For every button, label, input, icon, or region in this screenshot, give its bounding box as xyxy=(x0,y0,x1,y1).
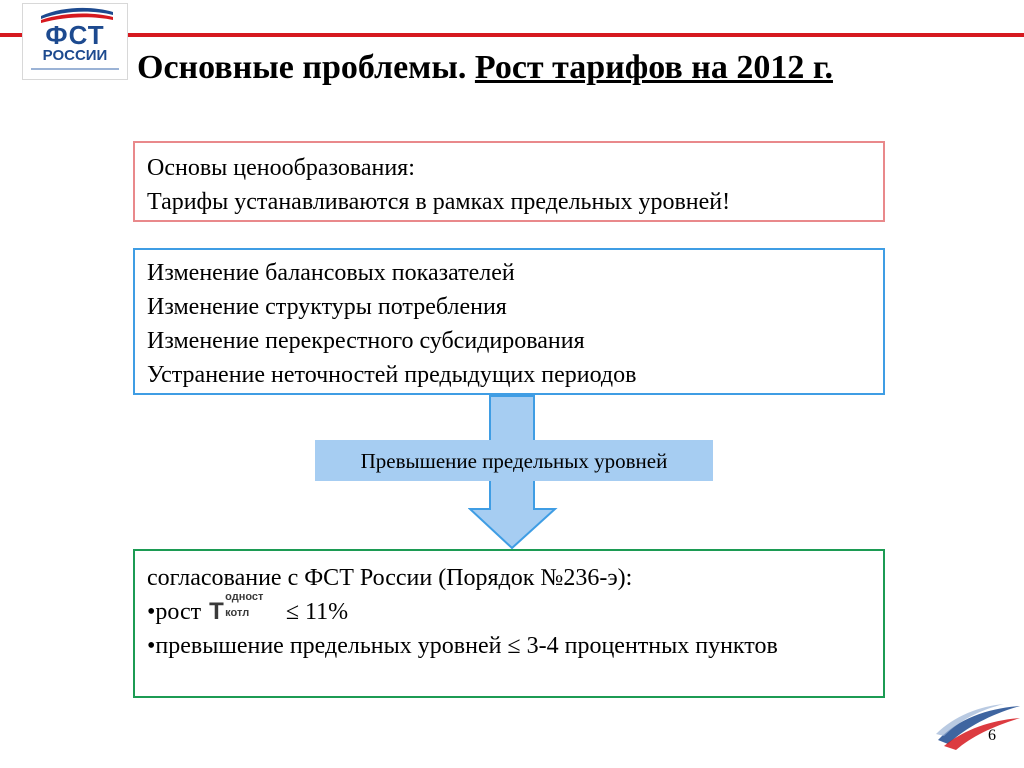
growth-prefix: •рост xyxy=(147,599,202,625)
changes-item: Изменение структуры потребления xyxy=(147,294,507,320)
formula-superscript: одност xyxy=(225,591,264,603)
approval-heading: согласование с ФСТ России (Порядок №236-э): xyxy=(147,565,633,591)
changes-item: Изменение перекрестного субсидирования xyxy=(147,328,585,354)
header-accent-line xyxy=(0,33,1024,37)
pricing-basis-heading: Основы ценообразования: xyxy=(147,155,415,181)
logo-text-russia: РОССИИ xyxy=(42,47,108,64)
title-part-main: Основные проблемы. xyxy=(137,49,467,86)
title-part-underlined: Рост тарифов на 2012 г. xyxy=(474,49,833,86)
approval-bullet-excess: •превышение предельных уровней ≤ 3-4 процентных пунктов xyxy=(147,633,778,659)
slide-title xyxy=(137,48,833,88)
page-number: 6 xyxy=(988,727,996,744)
approval-bullet-growth xyxy=(147,591,871,629)
changes-box xyxy=(133,248,885,395)
changes-item: Устранение неточностей предыдущих периодов xyxy=(147,362,637,388)
logo-underline xyxy=(31,68,119,70)
growth-suffix: ≤ 11% xyxy=(285,599,349,625)
approval-box xyxy=(133,549,885,698)
pricing-basis-box xyxy=(133,141,885,222)
arrow-label: Превышение предельных уровней xyxy=(315,440,713,481)
formula-subscript: котл xyxy=(225,607,250,619)
changes-item: Изменение балансовых показателей xyxy=(147,260,515,286)
logo-text-fst: ФСТ xyxy=(45,20,105,50)
tariff-formula xyxy=(209,591,278,629)
pricing-basis-text: Тарифы устанавливаются в рамках предельных уровней! xyxy=(147,189,731,215)
decorative-swoosh-icon xyxy=(934,700,1022,752)
formula-symbol: Т xyxy=(209,598,224,625)
fst-logo xyxy=(22,3,128,80)
